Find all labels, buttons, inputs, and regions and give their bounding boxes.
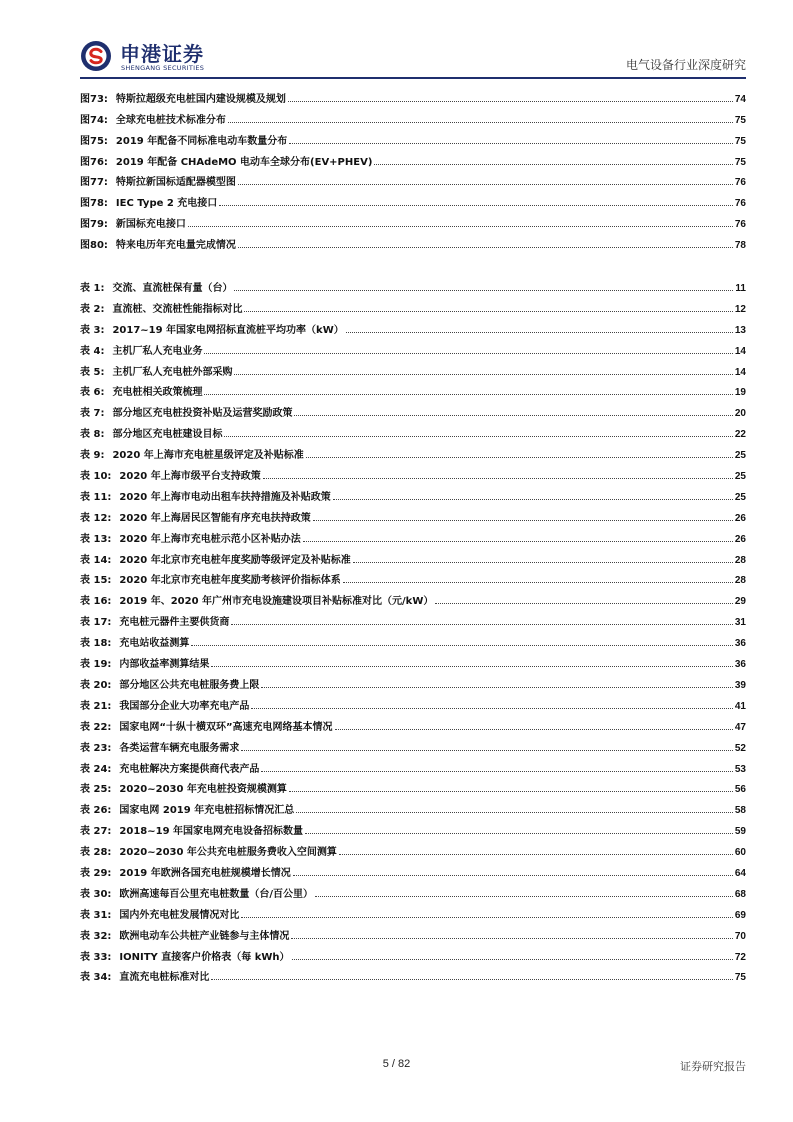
toc-entry-page: 14 xyxy=(734,345,746,357)
toc-entry-figure-78[interactable] xyxy=(80,188,746,209)
toc-entry-title: 充电桩解决方案提供商代表产品 xyxy=(119,763,260,775)
dot-leader xyxy=(339,854,733,855)
toc-entry-title: 2019 年配备不同标准电动车数量分布 xyxy=(115,135,288,147)
dot-leader xyxy=(261,687,732,688)
toc-entry-table-20[interactable] xyxy=(80,670,746,691)
table-of-contents xyxy=(80,84,746,983)
toc-entry-title: 2020 年上海市充电桩星级评定及补贴标准 xyxy=(112,450,304,462)
toc-entry-title: 国内外充电桩发展情况对比 xyxy=(119,909,240,921)
toc-entry-page: 29 xyxy=(734,596,746,608)
dot-leader xyxy=(241,917,732,918)
toc-entry-table-17[interactable] xyxy=(80,607,746,628)
toc-entry-table-11[interactable] xyxy=(80,482,746,503)
dot-leader xyxy=(211,666,732,667)
page-header xyxy=(80,34,746,76)
toc-entry-label: 图73: xyxy=(80,93,108,105)
toc-entry-page: 58 xyxy=(734,805,746,817)
dot-leader xyxy=(333,499,733,500)
toc-entry-title: 部分地区充电桩建设目标 xyxy=(112,429,223,441)
brand-name-en: SHENGANG SECURITIES xyxy=(121,64,205,72)
toc-entry-label: 图76: xyxy=(80,156,108,168)
toc-entry-label: 表 12: xyxy=(80,512,112,524)
toc-entry-title: 直流充电桩标准对比 xyxy=(119,972,210,984)
toc-entry-page: 70 xyxy=(734,930,746,942)
toc-entry-page: 59 xyxy=(734,826,746,838)
toc-entry-table-26[interactable] xyxy=(80,795,746,816)
page-number: 5 / 82 xyxy=(382,1058,411,1070)
toc-entry-label: 表 5: xyxy=(80,366,105,378)
toc-entry-table-13[interactable] xyxy=(80,524,746,545)
toc-entry-label: 表 34: xyxy=(80,972,112,984)
dot-leader xyxy=(346,332,733,333)
toc-entry-label: 图78: xyxy=(80,198,108,210)
toc-entry-label: 表 9: xyxy=(80,450,105,462)
toc-entry-title: 特来电历年充电量完成情况 xyxy=(115,240,236,252)
toc-entry-figure-73[interactable] xyxy=(80,84,746,105)
dot-leader xyxy=(228,122,733,123)
dot-leader xyxy=(343,582,733,583)
dot-leader xyxy=(435,603,733,604)
toc-entry-label: 表 7: xyxy=(80,408,105,420)
toc-entry-label: 表 22: xyxy=(80,721,112,733)
dot-leader xyxy=(353,562,733,563)
toc-entry-page: 25 xyxy=(734,450,746,462)
toc-entry-table-21[interactable] xyxy=(80,691,746,712)
dot-leader xyxy=(303,541,733,542)
toc-entry-table-34[interactable] xyxy=(80,963,746,984)
toc-entry-page: 12 xyxy=(734,303,746,315)
toc-entry-table-28[interactable] xyxy=(80,837,746,858)
toc-entry-label: 表 26: xyxy=(80,805,112,817)
toc-entry-figure-74[interactable] xyxy=(80,105,746,126)
toc-entry-page: 28 xyxy=(734,554,746,566)
toc-entry-page: 78 xyxy=(734,240,746,252)
toc-entry-page: 47 xyxy=(734,721,746,733)
toc-entry-table-27[interactable] xyxy=(80,816,746,837)
toc-entry-table-22[interactable] xyxy=(80,712,746,733)
toc-entry-page: 13 xyxy=(734,324,746,336)
toc-entry-page: 19 xyxy=(734,387,746,399)
dot-leader xyxy=(305,833,733,834)
dot-leader xyxy=(335,729,733,730)
toc-entry-title: 2019 年、2020 年广州市充电设施建设项目补贴标准对比（元/kW） xyxy=(119,596,434,608)
toc-entry-title: 充电桩相关政策梳理 xyxy=(112,387,203,399)
dot-leader xyxy=(313,520,733,521)
toc-entry-label: 表 15: xyxy=(80,575,112,587)
toc-entry-label: 表 14: xyxy=(80,554,112,566)
toc-entry-title: 直流桩、交流桩性能指标对比 xyxy=(112,303,243,315)
toc-entry-label: 表 23: xyxy=(80,742,112,754)
toc-entry-table-24[interactable] xyxy=(80,754,746,775)
dot-leader xyxy=(288,101,733,102)
toc-entry-page: 25 xyxy=(734,471,746,483)
toc-entry-title: 充电桩元器件主要供货商 xyxy=(119,617,230,629)
toc-entry-page: 11 xyxy=(735,283,746,295)
toc-entry-label: 图80: xyxy=(80,240,108,252)
toc-entry-table-2[interactable] xyxy=(80,294,746,315)
toc-entry-label: 图74: xyxy=(80,114,108,126)
toc-entry-table-30[interactable] xyxy=(80,879,746,900)
toc-entry-table-1[interactable] xyxy=(80,273,746,294)
toc-entry-title: 2020~2030 年公共充电桩服务费收入空间测算 xyxy=(119,847,337,859)
toc-entry-label: 表 6: xyxy=(80,387,105,399)
toc-entry-title: 特斯拉超级充电桩国内建设规模及规划 xyxy=(115,93,286,105)
toc-entry-label: 表 2: xyxy=(80,303,105,315)
toc-entry-page: 68 xyxy=(734,888,746,900)
toc-entry-table-18[interactable] xyxy=(80,628,746,649)
toc-entry-table-33[interactable] xyxy=(80,942,746,963)
toc-entry-label: 表 3: xyxy=(80,324,105,336)
toc-entry-table-25[interactable] xyxy=(80,775,746,796)
toc-entry-page: 75 xyxy=(734,972,746,984)
toc-entry-label: 表 11: xyxy=(80,491,112,503)
toc-entry-title: 2020 年北京市充电桩年度奖励等级评定及补贴标准 xyxy=(119,554,351,566)
toc-entry-label: 图77: xyxy=(80,177,108,189)
toc-entry-label: 图75: xyxy=(80,135,108,147)
toc-entry-title: 部分地区充电桩投资补贴及运营奖励政策 xyxy=(112,408,293,420)
toc-entry-page: 76 xyxy=(734,177,746,189)
toc-entry-title: 2019 年欧洲各国充电桩规模增长情况 xyxy=(119,867,291,879)
toc-entry-title: 主机厂私人充电桩外部采购 xyxy=(112,366,233,378)
dot-leader xyxy=(234,374,732,375)
toc-entry-table-32[interactable] xyxy=(80,921,746,942)
toc-entry-label: 表 18: xyxy=(80,638,112,650)
toc-entry-label: 表 1: xyxy=(80,283,105,295)
toc-entry-page: 28 xyxy=(734,575,746,587)
toc-entry-title: 部分地区公共充电桩服务费上限 xyxy=(119,679,260,691)
toc-entry-title: 充电站收益测算 xyxy=(119,638,190,650)
toc-entry-figure-75[interactable] xyxy=(80,126,746,147)
toc-entry-table-16[interactable] xyxy=(80,586,746,607)
dot-leader xyxy=(219,205,733,206)
toc-entry-figure-80[interactable] xyxy=(80,230,746,251)
dot-leader xyxy=(294,415,732,416)
toc-entry-table-31[interactable] xyxy=(80,900,746,921)
toc-entry-table-6[interactable] xyxy=(80,378,746,399)
dot-leader xyxy=(224,436,732,437)
toc-entry-label: 表 19: xyxy=(80,659,112,671)
toc-entry-label: 表 20: xyxy=(80,679,112,691)
report-type-label: 证券研究报告 xyxy=(680,1060,746,1073)
toc-entry-page: 14 xyxy=(734,366,746,378)
toc-entry-title: 2020 年上海市电动出租车扶持措施及补贴政策 xyxy=(119,491,331,503)
toc-entry-page: 26 xyxy=(734,512,746,524)
header-divider xyxy=(80,77,746,79)
toc-entry-title: IONITY 直接客户价格表（每 kWh） xyxy=(119,951,290,963)
dot-leader xyxy=(293,875,733,876)
dot-leader xyxy=(234,290,733,291)
toc-entry-table-15[interactable] xyxy=(80,566,746,587)
toc-entry-label: 表 29: xyxy=(80,867,112,879)
toc-entry-page: 72 xyxy=(734,951,746,963)
toc-entry-table-9[interactable] xyxy=(80,440,746,461)
dot-leader xyxy=(289,143,733,144)
dot-leader xyxy=(204,394,732,395)
toc-entry-title: 2020 年北京市充电桩年度奖励考核评价指标体系 xyxy=(119,575,341,587)
toc-entry-title: IEC Type 2 充电接口 xyxy=(115,198,218,210)
toc-entry-label: 表 8: xyxy=(80,429,105,441)
toc-entry-title: 内部收益率测算结果 xyxy=(119,659,210,671)
toc-entry-page: 25 xyxy=(734,491,746,503)
toc-entry-page: 75 xyxy=(734,135,746,147)
toc-entry-table-8[interactable] xyxy=(80,419,746,440)
toc-entry-title: 国家电网“十纵十横双环”高速充电网络基本情况 xyxy=(119,721,333,733)
toc-entry-label: 表 24: xyxy=(80,763,112,775)
toc-entry-page: 74 xyxy=(734,93,746,105)
toc-entry-label: 表 4: xyxy=(80,345,105,357)
toc-entry-page: 22 xyxy=(734,429,746,441)
toc-entry-figure-79[interactable] xyxy=(80,209,746,230)
toc-entry-label: 表 13: xyxy=(80,533,112,545)
toc-entry-table-14[interactable] xyxy=(80,545,746,566)
toc-entry-page: 36 xyxy=(734,638,746,650)
dot-leader xyxy=(292,959,733,960)
toc-entry-page: 56 xyxy=(734,784,746,796)
toc-entry-page: 69 xyxy=(734,909,746,921)
toc-entry-table-3[interactable] xyxy=(80,315,746,336)
toc-entry-label: 表 27: xyxy=(80,826,112,838)
toc-entry-label: 表 17: xyxy=(80,617,112,629)
toc-entry-title: 交流、直流桩保有量（台） xyxy=(112,283,233,295)
dot-leader xyxy=(244,311,732,312)
toc-entry-title: 2020~2030 年充电桩投资规模测算 xyxy=(119,784,287,796)
toc-entry-table-5[interactable] xyxy=(80,357,746,378)
dot-leader xyxy=(211,979,732,980)
dot-leader xyxy=(241,750,732,751)
toc-entry-label: 表 16: xyxy=(80,596,112,608)
toc-entry-title: 全球充电桩技术标准分布 xyxy=(115,114,226,126)
toc-entry-title: 各类运营车辆充电服务需求 xyxy=(119,742,240,754)
toc-entry-page: 60 xyxy=(734,847,746,859)
report-title: 电气设备行业深度研究 xyxy=(625,58,746,72)
toc-entry-page: 20 xyxy=(734,408,746,420)
toc-entry-page: 26 xyxy=(734,533,746,545)
dot-leader xyxy=(289,791,733,792)
toc-entry-label: 表 10: xyxy=(80,471,112,483)
toc-entry-page: 75 xyxy=(734,114,746,126)
dot-leader xyxy=(191,645,732,646)
toc-entry-table-23[interactable] xyxy=(80,733,746,754)
toc-entry-figure-77[interactable] xyxy=(80,168,746,189)
toc-entry-table-4[interactable] xyxy=(80,336,746,357)
toc-entry-page: 75 xyxy=(734,156,746,168)
dot-leader xyxy=(315,896,733,897)
dot-leader xyxy=(263,478,733,479)
toc-entry-table-10[interactable] xyxy=(80,461,746,482)
toc-entry-page: 52 xyxy=(734,742,746,754)
dot-leader xyxy=(374,164,732,165)
toc-entry-title: 我国部分企业大功率充电产品 xyxy=(119,700,250,712)
dot-leader xyxy=(251,708,732,709)
toc-entry-page: 39 xyxy=(734,679,746,691)
toc-entry-page: 36 xyxy=(734,659,746,671)
toc-entry-title: 2020 年上海市充电桩示范小区补贴办法 xyxy=(119,533,301,545)
toc-entry-page: 41 xyxy=(734,700,746,712)
toc-entry-title: 2018~19 年国家电网充电设备招标数量 xyxy=(119,826,304,838)
toc-entry-page: 76 xyxy=(734,219,746,231)
brand-name-cn: 申港证券 xyxy=(120,42,204,66)
shengang-logo-icon xyxy=(80,40,112,72)
dot-leader xyxy=(238,247,733,248)
toc-entry-title: 2017~19 年国家电网招标直流桩平均功率（kW） xyxy=(112,324,344,336)
toc-entry-page: 64 xyxy=(734,867,746,879)
dot-leader xyxy=(296,812,733,813)
toc-entry-table-19[interactable] xyxy=(80,649,746,670)
dot-leader xyxy=(261,771,732,772)
toc-entry-label: 表 30: xyxy=(80,888,112,900)
toc-entry-label: 图79: xyxy=(80,219,108,231)
toc-entry-title: 新国标充电接口 xyxy=(115,219,186,231)
toc-entry-title: 2019 年配备 CHAdeMO 电动车全球分布(EV+PHEV) xyxy=(115,156,373,168)
toc-entry-title: 国家电网 2019 年充电桩招标情况汇总 xyxy=(119,805,295,817)
toc-entry-page: 31 xyxy=(734,617,746,629)
dot-leader xyxy=(306,457,733,458)
toc-entry-table-29[interactable] xyxy=(80,858,746,879)
toc-entry-label: 表 32: xyxy=(80,930,112,942)
dot-leader xyxy=(188,226,733,227)
dot-leader xyxy=(204,353,732,354)
section-gap xyxy=(80,251,746,273)
dot-leader xyxy=(238,184,733,185)
toc-entry-title: 主机厂私人充电业务 xyxy=(112,345,203,357)
toc-entry-table-7[interactable] xyxy=(80,398,746,419)
toc-entry-title: 2020 年上海居民区智能有序充电扶持政策 xyxy=(119,512,311,524)
toc-entry-page: 53 xyxy=(734,763,746,775)
toc-entry-label: 表 33: xyxy=(80,951,112,963)
toc-entry-table-12[interactable] xyxy=(80,503,746,524)
dot-leader xyxy=(231,624,732,625)
toc-entry-title: 欧洲电动车公共桩产业链参与主体情况 xyxy=(119,930,290,942)
toc-entry-label: 表 31: xyxy=(80,909,112,921)
dot-leader xyxy=(291,938,732,939)
toc-entry-label: 表 25: xyxy=(80,784,112,796)
toc-entry-label: 表 28: xyxy=(80,847,112,859)
toc-entry-title: 2020 年上海市级平台支持政策 xyxy=(119,471,261,483)
toc-entry-page: 76 xyxy=(734,198,746,210)
toc-entry-label: 表 21: xyxy=(80,700,112,712)
toc-entry-title: 欧洲高速每百公里充电桩数量（台/百公里） xyxy=(119,888,314,900)
toc-entry-figure-76[interactable] xyxy=(80,147,746,168)
toc-entry-title: 特斯拉新国标适配器模型图 xyxy=(115,177,236,189)
